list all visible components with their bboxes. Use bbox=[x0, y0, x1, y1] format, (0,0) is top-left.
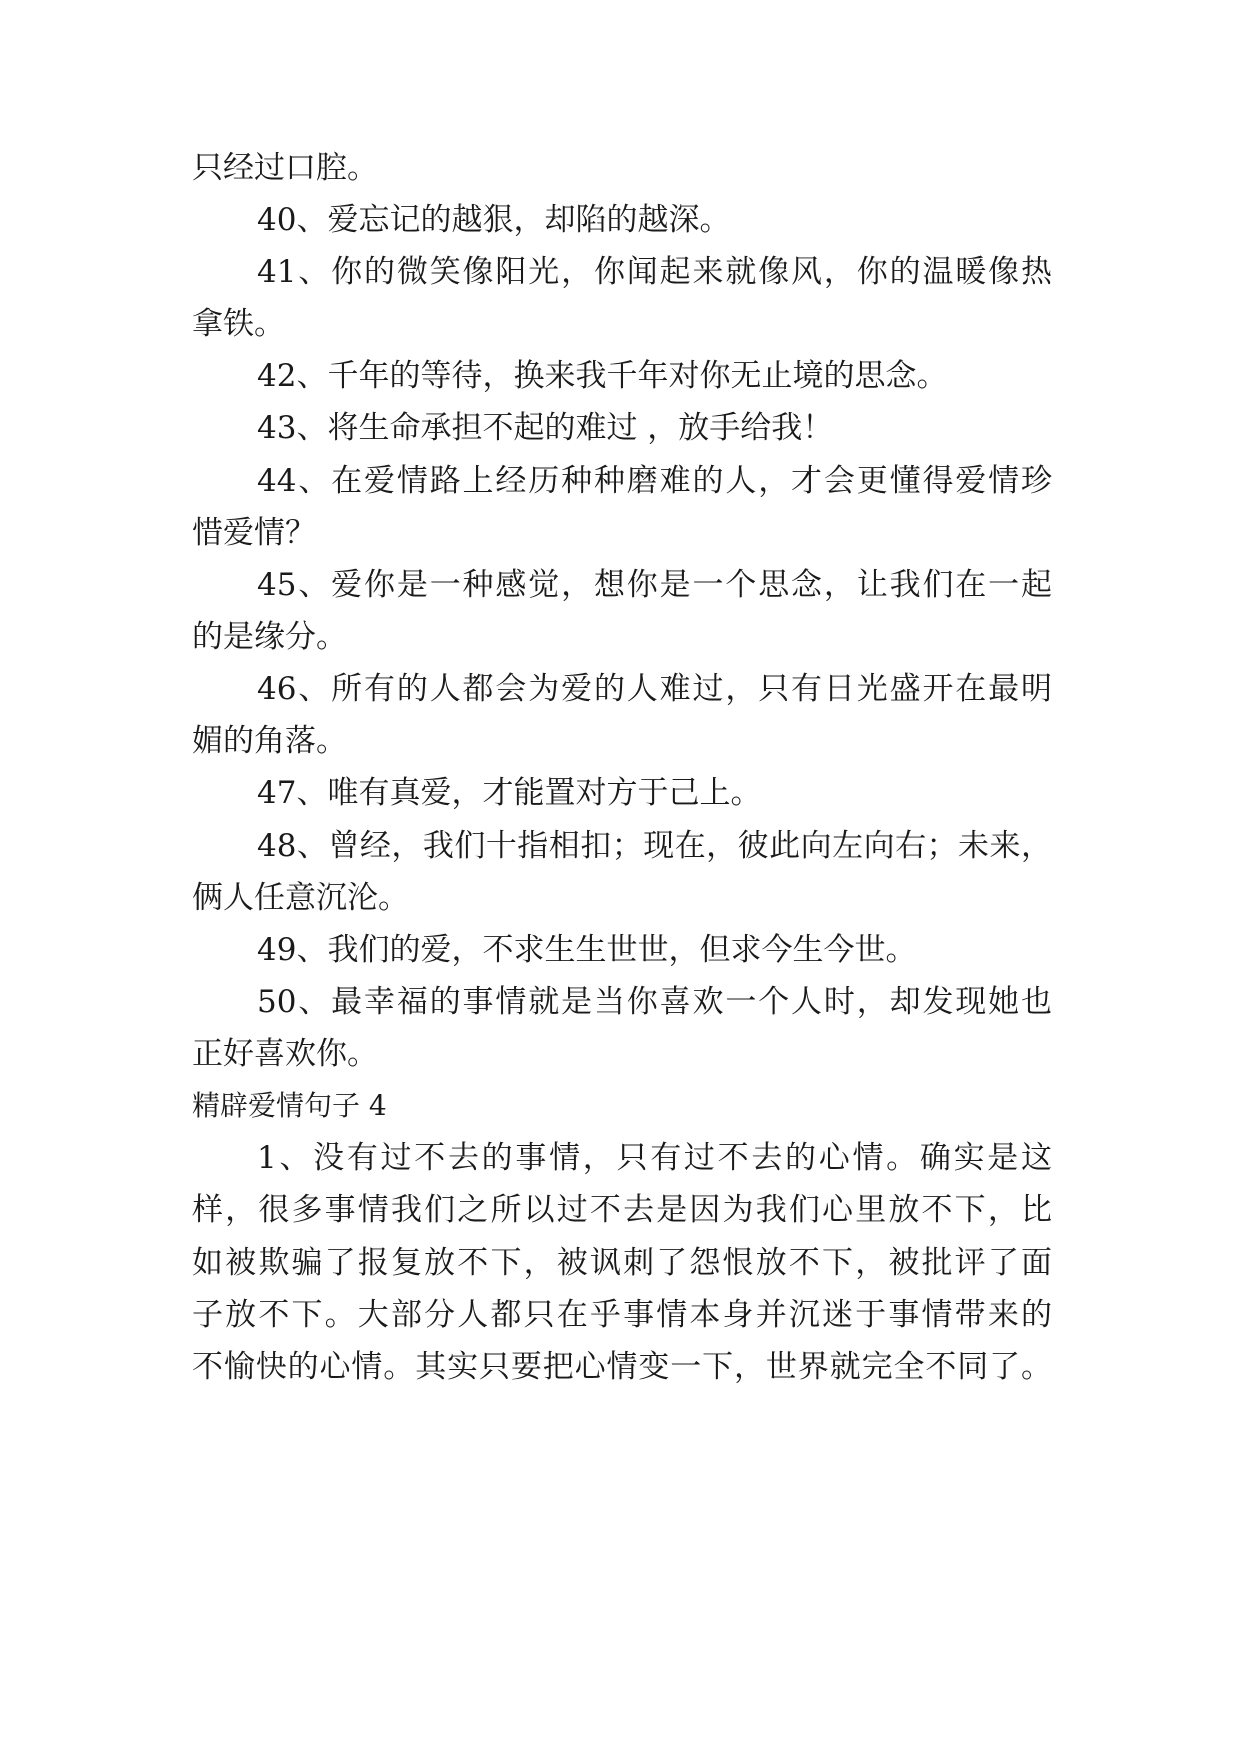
list-item-44: 44、在爱情路上经历种种磨难的人，才会更懂得爱情珍 bbox=[257, 463, 1052, 499]
list-item-46: 46、所有的人都会为爱的人难过，只有日光盛开在最明 bbox=[257, 671, 1052, 707]
text-line: 俩人任意沉沦。 bbox=[192, 880, 409, 916]
list-item-41: 41、你的微笑像阳光，你闻起来就像风，你的温暖像热 bbox=[257, 254, 1052, 290]
list-item-50: 50、最幸福的事情就是当你喜欢一个人时，却发现她也 bbox=[257, 984, 1052, 1020]
section-heading: 精辟爱情句子 4 bbox=[192, 1089, 387, 1122]
text-line: 只经过口腔。 bbox=[192, 150, 378, 186]
list-item-40: 40、爱忘记的越狠，却陷的越深。 bbox=[257, 202, 731, 238]
text-line: 惜爱情？ bbox=[192, 515, 316, 551]
list-item-43: 43、将生命承担不起的难过 ，放手给我！ bbox=[257, 410, 834, 446]
text-line: 拿铁。 bbox=[192, 306, 285, 342]
text-line: 不愉快的心情。其实只要把心情变一下，世界就完全不同了。 bbox=[192, 1349, 1052, 1385]
text-line: 媚的角落。 bbox=[192, 723, 347, 759]
text-line: 样，很多事情我们之所以过不去是因为我们心里放不下，比 bbox=[192, 1192, 1052, 1228]
text-line: 子放不下。大部分人都只在乎事情本身并沉迷于事情带来的 bbox=[192, 1297, 1052, 1333]
text-line: 的是缘分。 bbox=[192, 619, 347, 655]
list-item-47: 47、唯有真爱，才能置对方于己上。 bbox=[257, 775, 762, 811]
list-item-49: 49、我们的爱，不求生生世世，但求今生今世。 bbox=[257, 932, 917, 968]
list-item-48: 48、曾经，我们十指相扣；现在，彼此向左向右；未来， bbox=[257, 828, 1052, 864]
text-line: 如被欺骗了报复放不下，被讽刺了怨恨放不下，被批评了面 bbox=[192, 1245, 1052, 1281]
list-item-42: 42、千年的等待，换来我千年对你无止境的思念。 bbox=[257, 358, 948, 394]
list-item-45: 45、爱你是一种感觉，想你是一个思念，让我们在一起 bbox=[257, 567, 1052, 603]
list-item-1: 1、没有过不去的事情，只有过不去的心情。确实是这 bbox=[257, 1140, 1052, 1176]
text-line: 正好喜欢你。 bbox=[192, 1036, 378, 1072]
